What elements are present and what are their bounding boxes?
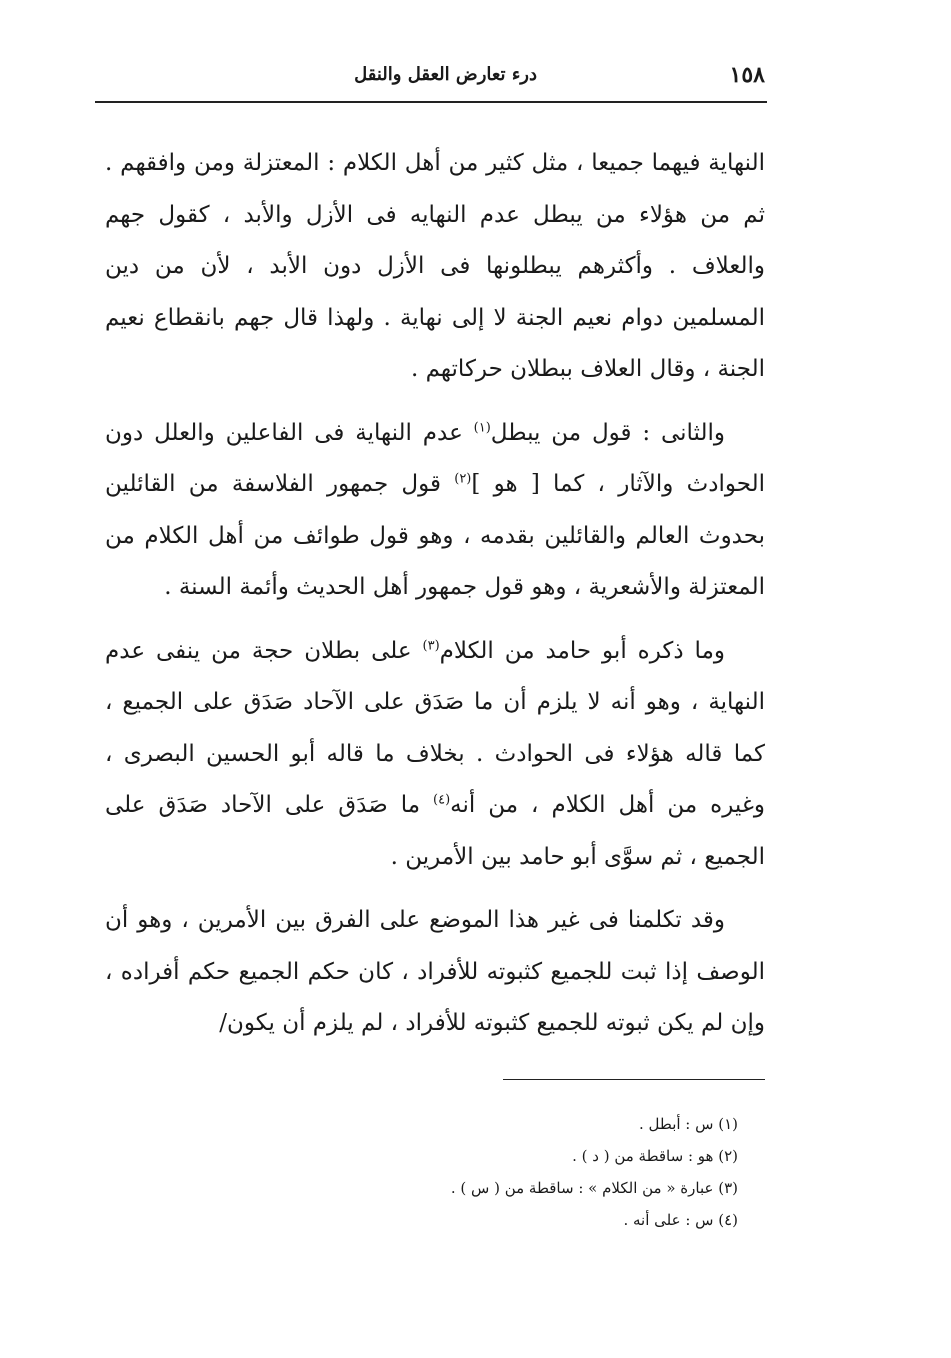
paragraph-2-part-c: قول جمهور الفلاسفة من القائلين بحدوث العالم والقائلين بقدمه ، وهو قول طوائف من أهل الكلام من المعتزلة والأشعرية ، وهو قول جمهور أهل الحديث وأئمة السنة . — [105, 471, 765, 600]
footnote-ref-1: (١) — [473, 419, 491, 435]
paragraph-2-part-b: عدم النهاية فى الفاعلين والعلل دون الحوادث والآثار ، كما [ هو ] — [105, 419, 765, 497]
footnote-ref-3: (٣) — [422, 637, 440, 653]
paragraph-1: النهاية فيهما جميعا ، مثل كثير من أهل الكلام : المعتزلة ومن وافقهم . ثم من هؤلاء من يبطل عدم النهايه فى الأزل والأبد ، كقول جهم والعلاف . وأكثرهم يبطلونها فى الأزل دون الأبد ، لأن من دين المسلمين دوام نعيم الجنة لا إلى نهاية . ولهذا قال جهم بانقطاع نعيم الجنة ، وقال العلاف ببطلان حركاتهم . — [105, 150, 765, 382]
footnote-4: (٤) س : على أنه . — [623, 1211, 738, 1229]
paragraph-3-part-b: على بطلان حجة من ينفى عدم النهاية ، وهو أنه لا يلزم أن ما صَدَق على الآحاد صَدَق على الجميع ، كما قاله هؤلاء فى الحوادث . بخلاف ما قاله أبو الحسين البصرى ، وغيره من أهل الكلام ، من أنه — [105, 637, 765, 818]
paragraph-3-part-a: وما ذكره أبو حامد من الكلام — [439, 637, 725, 664]
footnote-ref-4: (٤) — [433, 792, 451, 808]
running-title: درء تعارض العقل والنقل — [354, 64, 537, 85]
paragraph-2-part-a: والثانى : قول من يبطل — [490, 419, 725, 446]
footnote-ref-2: (٢) — [454, 471, 472, 487]
footnote-separator — [503, 1079, 765, 1080]
paragraph-2 — [105, 408, 765, 614]
page-number: ١٥٨ — [729, 62, 765, 88]
paragraph-3 — [105, 626, 765, 884]
paragraph-3-part-c: ما صَدَق على الآحاد صَدَق على الجميع ، ثم سوَّى أبو حامد بين الأمرين . — [105, 792, 765, 870]
footnote-3: (٣) عبارة « من الكلام » : ساقطة من ( س ) . — [450, 1179, 738, 1197]
footnote-1: (١) س : أبطل . — [639, 1115, 738, 1133]
page-header — [95, 58, 765, 98]
header-rule — [95, 101, 767, 103]
footnotes — [300, 1108, 738, 1236]
footnote-2: (٢) هو : ساقطة من ( د ) . — [572, 1147, 738, 1165]
main-text — [105, 138, 765, 1062]
paragraph-4: وقد تكلمنا فى غير هذا الموضع على الفرق بين الأمرين ، وهو أن الوصف إذا ثبت للجميع كثبوته للأفراد ، كان حكم الجميع حكم أفراده ، وإن لم يكن ثبوته للجميع كثبوته للأفراد ، لم يلزم أن يكون/ — [105, 907, 765, 1036]
